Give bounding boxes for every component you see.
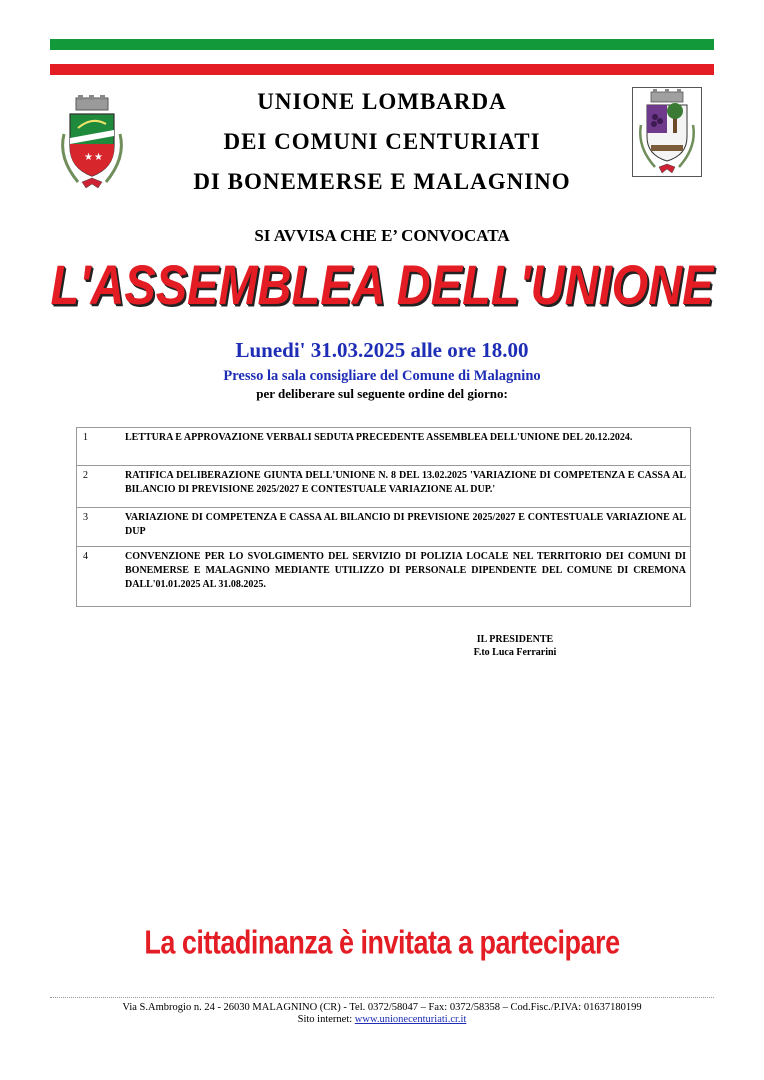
malagnino-crest-icon [635,89,699,175]
tricolor-green-stripe [50,39,714,50]
header-line-2: DEI COMUNI CENTURIATI [223,129,541,154]
website-link[interactable]: www.unionecenturiati.cr.it [354,1014,467,1025]
footer [50,1002,714,1026]
agenda-number: 4 [83,551,88,562]
assembly-headline: L'ASSEMBLEA DELL'UNIONE [50,253,714,316]
agenda-row [77,428,690,466]
agenda-text: RATIFICA DELIBERAZIONE GIUNTA DELL'UNIONE N. 8 DEL 13.02.2025 'VARIAZIONE DI COMPETENZA E CASSA AL BILANCIO DI PREVISIONE 2025/2027 E CONTESTUALE VARIAZIONE AL DUP.' [125,470,686,495]
footer-site [50,1014,714,1026]
header-line-1: UNIONE LOMBARDA [257,89,507,114]
agenda-row [77,466,690,508]
svg-text:★: ★ [94,152,103,163]
agenda-text: VARIAZIONE DI COMPETENZA E CASSA AL BILANCIO DI PREVISIONE 2025/2027 E CONTESTUALE VARIAZIONE AL DUP [125,512,686,537]
signature-block [440,633,590,659]
agenda-text: CONVENZIONE PER LO SVOLGIMENTO DEL SERVIZIO DI POLIZIA LOCALE NEL TERRITORIO DEI COMUNI DI BONEMERSE E MALAGNINO MEDIANTE UTILIZZO DI PERSONALE DIPENDENTE DEL COMUNE DI CREMONA DALL'01.01.2025 AL 31.08.2025. [125,551,686,590]
signature-name: F.to Luca Ferrarini [473,647,557,658]
convocation-notice: SI AVVISA CHE E’ CONVOCATA [254,226,510,245]
bonemerse-crest-icon [56,94,128,194]
agenda-number: 2 [83,470,88,481]
meeting-purpose: per deliberare sul seguente ordine del giorno: [256,386,508,401]
agenda-table [76,427,691,607]
meeting-place: Presso la sala consigliare del Comune di Malagnino [223,368,541,384]
tricolor-red-stripe [50,64,714,75]
agenda-row [77,547,690,607]
meeting-date: Lunedi' 31.03.2025 alle ore 18.00 [235,338,529,362]
malagnino-crest-box [632,87,702,177]
header-line-3: DI BONEMERSE E MALAGNINO [193,169,571,194]
svg-text:★: ★ [84,152,93,163]
footer-divider [50,997,714,998]
footer-address: Via S.Ambrogio n. 24 - 26030 MALAGNINO (CR) - Tel. 0372/58047 – Fax: 0372/58358 – Cod.Fisc./P.IVA: 01637180199 [122,1002,642,1013]
footer-site-label: Sito internet: [297,1014,353,1025]
agenda-row [77,508,690,547]
agenda-text: LETTURA E APPROVAZIONE VERBALI SEDUTA PRECEDENTE ASSEMBLEA DELL'UNIONE DEL 20.12.2024. [125,432,633,443]
signature-role: IL PRESIDENTE [476,634,554,645]
agenda-number: 1 [83,432,88,443]
agenda-number: 3 [83,512,88,523]
citizen-invitation: La cittadinanza è invitata a partecipare [144,924,620,961]
